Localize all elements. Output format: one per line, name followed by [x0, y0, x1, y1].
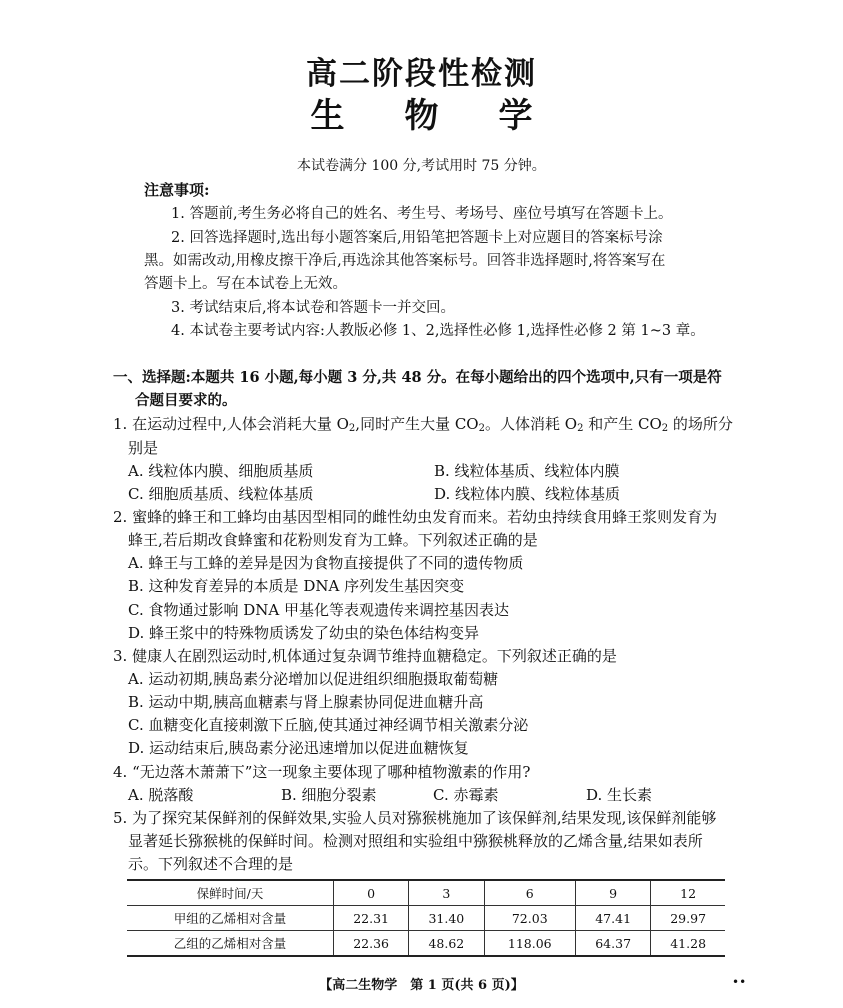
table-cell: 保鲜时间/天: [127, 880, 334, 906]
table-cell: 22.31: [334, 906, 409, 931]
table-cell: 41.28: [651, 931, 725, 957]
table-cell: 6: [484, 880, 576, 906]
page-mark: ••: [732, 975, 747, 989]
notes-line: 1. 答题前,考生务必将自己的姓名、考生号、考场号、座位号填写在答题卡上。: [171, 206, 673, 222]
table-cell: 29.97: [651, 906, 725, 931]
question-2-stem: 2. 蜜蜂的蜂王和工蜂均由基因型相同的雌性幼虫发育而来。若幼虫持续食用蜂王浆则发育为: [113, 508, 718, 526]
question-2-option-d: D. 蜂王浆中的特殊物质诱发了幼虫的染色体结构变异: [128, 624, 480, 642]
table-row: [127, 931, 725, 957]
question-2-stem-cont: 蜂王,若后期改食蜂蜜和花粉则发育为工蜂。下列叙述正确的是: [128, 531, 538, 549]
table-header-row: [127, 880, 725, 906]
exam-subject: 生物学: [310, 96, 593, 136]
question-1-option-b: B. 线粒体基质、线粒体内膜: [434, 462, 620, 480]
question-5-stem-cont: 显著延长猕猴桃的保鲜时间。检测对照组和实验组中猕猴桃释放的乙烯含量,结果如表所: [128, 832, 703, 850]
table-cell: 22.36: [334, 931, 409, 957]
question-5-stem-cont: 示。下列叙述不合理的是: [128, 855, 294, 873]
notes-line: 3. 考试结束后,将本试卷和答题卡一并交回。: [171, 300, 456, 316]
question-4-option-d: D. 生长素: [586, 786, 653, 804]
question-1-stem: 1. 在运动过程中,人体会消耗大量 $O_2$,同时产生大量 $CO_2$。人体消耗 $O_2$ 和产生 $CO_2$ 的场所分: [113, 415, 733, 434]
question-1-option-a: A. 线粒体内膜、细胞质基质: [128, 462, 314, 480]
question-4-stem: 4. “无边落木萧萧下”这一现象主要体现了哪种植物激素的作用?: [113, 763, 531, 781]
question-5-stem: 5. 为了探究某保鲜剂的保鲜效果,实验人员对猕猴桃施加了该保鲜剂,结果发现,该保鲜剂能够: [113, 809, 717, 827]
table-cell: 9: [576, 880, 651, 906]
notes-line: 2. 回答选择题时,选出每小题答案后,用铅笔把答题卡上对应题目的答案标号涂: [171, 230, 663, 246]
question-4-option-b: B. 细胞分裂素: [281, 786, 377, 804]
question-1-option-c: C. 细胞质基质、线粒体基质: [128, 485, 314, 503]
table-cell: 118.06: [484, 931, 576, 957]
section-heading: 一、选择题:本题共 16 小题,每小题 3 分,共 48 分。在每小题给出的四个选项中,只有一项是符: [113, 369, 722, 386]
ethylene-table: [127, 879, 725, 957]
question-3-option-c: C. 血糖变化直接刺激下丘脑,使其通过神经调节相关激素分泌: [128, 716, 529, 734]
notes-line: 4. 本试卷主要考试内容:人教版必修 1、2,选择性必修 1,选择性必修 2 第 1~3 章。: [171, 323, 705, 339]
table-row: [127, 906, 725, 931]
question-3-stem: 3. 健康人在剧烈运动时,机体通过复杂调节维持血糖稳定。下列叙述正确的是: [113, 647, 617, 665]
section-heading-cont: 合题目要求的。: [135, 392, 237, 409]
question-4-option-a: A. 脱落酸: [128, 786, 194, 804]
table-cell: 3: [409, 880, 484, 906]
table-cell: 0: [334, 880, 409, 906]
table-cell: 48.62: [409, 931, 484, 957]
question-2-option-a: A. 蜂王与工蜂的差异是因为食物直接提供了不同的遗传物质: [128, 554, 524, 572]
question-1-option-d: D. 线粒体内膜、线粒体基质: [434, 485, 621, 503]
table-cell: 12: [651, 880, 725, 906]
table-cell: 乙组的乙烯相对含量: [127, 931, 334, 957]
table-cell: 甲组的乙烯相对含量: [127, 906, 334, 931]
question-2-option-c: C. 食物通过影响 DNA 甲基化等表观遗传来调控基因表达: [128, 601, 510, 619]
question-3-option-d: D. 运动结束后,胰岛素分泌迅速增加以促进血糖恢复: [128, 739, 469, 757]
table-cell: 72.03: [484, 906, 576, 931]
exam-intro: 本试卷满分 100 分,考试用时 75 分钟。: [297, 158, 546, 174]
question-4-option-c: C. 赤霉素: [433, 786, 499, 804]
table-cell: 64.37: [576, 931, 651, 957]
question-2-option-b: B. 这种发育差异的本质是 DNA 序列发生基因突变: [128, 577, 465, 595]
question-1-stem-cont: 别是: [128, 439, 159, 457]
question-3-option-b: B. 运动中期,胰高血糖素与肾上腺素协同促进血糖升高: [128, 693, 484, 711]
question-3-option-a: A. 运动初期,胰岛素分泌增加以促进组织细胞摄取葡萄糖: [128, 670, 499, 688]
notes-line: 黑。如需改动,用橡皮擦干净后,再选涂其他答案标号。回答非选择题时,将答案写在: [144, 253, 666, 269]
exam-title: 高二阶段性检测: [306, 56, 537, 92]
table-cell: 31.40: [409, 906, 484, 931]
page-footer: 【高二生物学 第 1 页(共 6 页)】: [319, 978, 524, 993]
table-cell: 47.41: [576, 906, 651, 931]
notes-line: 答题卡上。写在本试卷上无效。: [144, 276, 347, 292]
notes-heading: 注意事项:: [144, 181, 210, 199]
